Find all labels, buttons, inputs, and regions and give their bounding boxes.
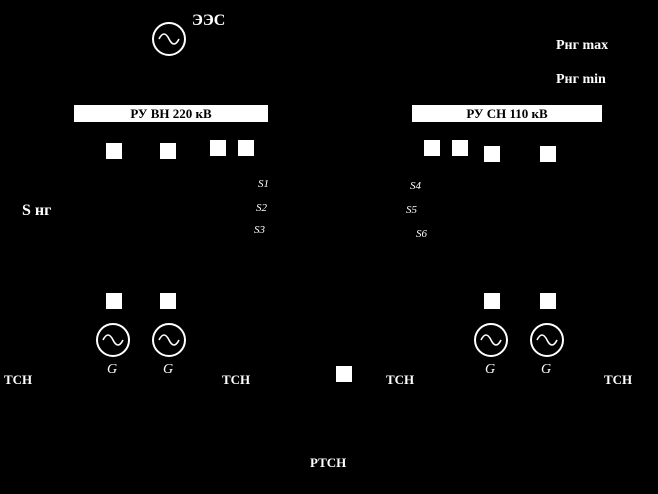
- sine-icon: [476, 325, 506, 355]
- breaker-mv-3: [484, 146, 500, 162]
- tsn-label-2: ТСН: [222, 372, 251, 387]
- generator-1-label: G: [107, 362, 118, 377]
- power-system-source-symbol: [152, 22, 186, 56]
- power-system-label: ЭЭС: [192, 12, 226, 29]
- breaker-hv-1: [106, 143, 122, 159]
- generator-2-label: G: [163, 362, 174, 377]
- s-label-4: S4: [410, 180, 421, 192]
- breaker-gen-4: [540, 293, 556, 309]
- rtsn-label: РТСН: [310, 455, 347, 470]
- breaker-reserve-tsn: [336, 366, 352, 382]
- s-label-6: S6: [416, 228, 427, 240]
- breaker-hv-3: [210, 140, 226, 156]
- s-load-label: S нг: [22, 202, 52, 219]
- sine-icon: [98, 325, 128, 355]
- s-label-2: S2: [256, 202, 267, 214]
- breaker-mv-1: [424, 140, 440, 156]
- breaker-hv-4: [238, 140, 254, 156]
- generator-2-symbol: [152, 323, 186, 357]
- tsn-label-3: ТСН: [386, 372, 415, 387]
- sine-icon: [154, 24, 184, 54]
- generator-4-symbol: [530, 323, 564, 357]
- tsn-label-1: ТСН: [4, 372, 33, 387]
- breaker-mv-2: [452, 140, 468, 156]
- sine-icon: [154, 325, 184, 355]
- p-load-max-label: Рнг max: [556, 38, 609, 53]
- p-load-min-label: Рнг min: [556, 72, 606, 87]
- generator-1-symbol: [96, 323, 130, 357]
- breaker-hv-2: [160, 143, 176, 159]
- breaker-gen-1: [106, 293, 122, 309]
- breaker-mv-4: [540, 146, 556, 162]
- generator-3-label: G: [485, 362, 496, 377]
- bus-hv-220: РУ ВН 220 кВ: [74, 105, 268, 122]
- bus-mv-110: РУ СН 110 кВ: [412, 105, 602, 122]
- s-label-1: S1: [258, 178, 269, 190]
- s-label-5: S5: [406, 204, 417, 216]
- s-label-3: S3: [254, 224, 265, 236]
- generator-4-label: G: [541, 362, 552, 377]
- tsn-label-4: ТСН: [604, 372, 633, 387]
- generator-3-symbol: [474, 323, 508, 357]
- breaker-gen-2: [160, 293, 176, 309]
- breaker-gen-3: [484, 293, 500, 309]
- sine-icon: [532, 325, 562, 355]
